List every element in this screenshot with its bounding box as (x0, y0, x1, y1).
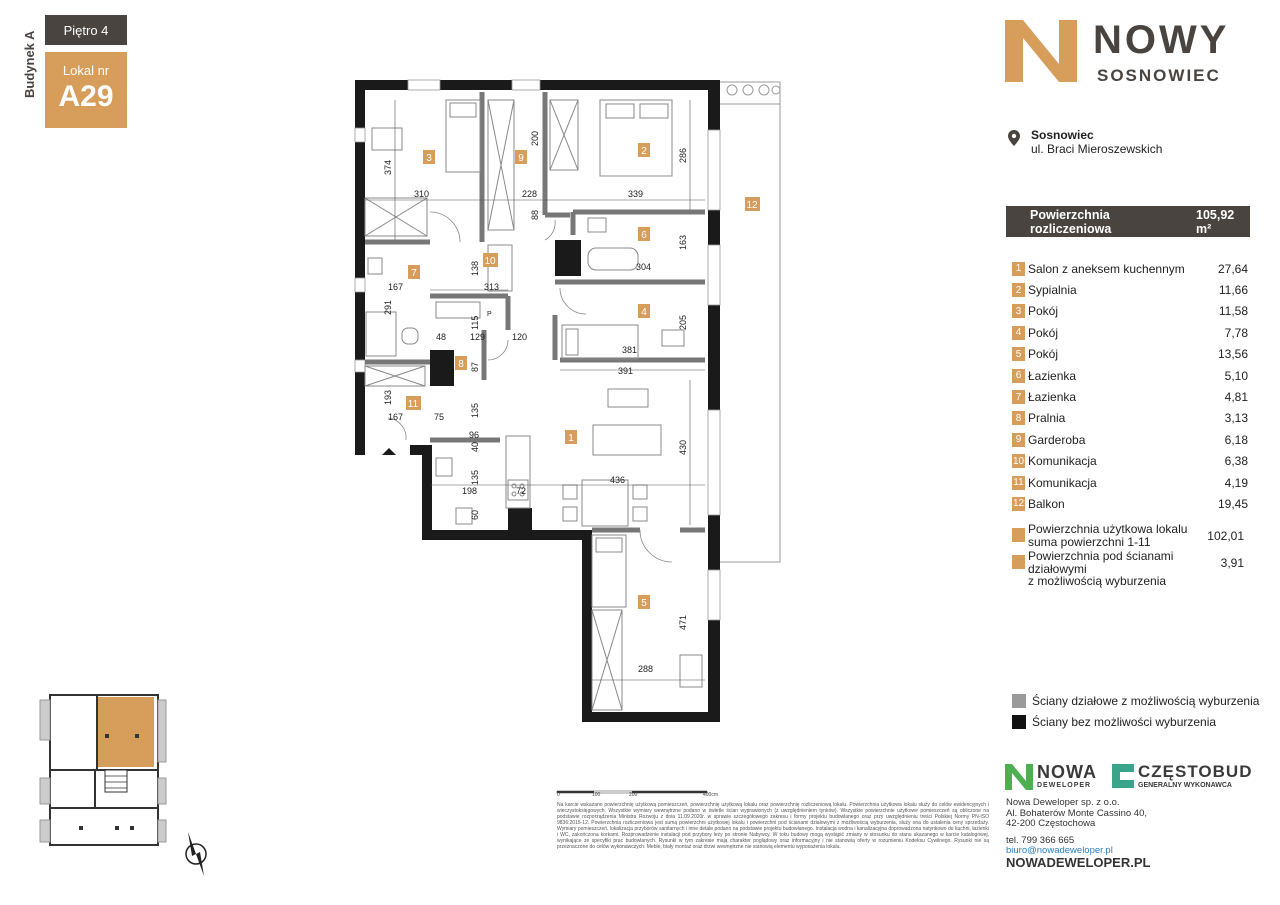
room-label-4: 4 (641, 307, 647, 318)
area-value: 105,92 m² (1196, 207, 1235, 236)
contact-block (1006, 798, 1147, 857)
floor-badge: Piętro 4 (45, 15, 127, 45)
room-number: 10 (1012, 455, 1025, 467)
scale-label-400: 400cm (703, 792, 719, 798)
room-number: 9 (1012, 433, 1025, 447)
list-item (1012, 386, 1248, 407)
walls-area-line2: z możliwością wyburzenia (1028, 574, 1167, 588)
room-area: 4,19 (1224, 475, 1248, 490)
dim-60: 60 (470, 509, 480, 520)
legend-fixed-text: Ściany bez możliwości wyburzenia (1032, 715, 1217, 729)
email-link[interactable]: biuro@nowadeweloper.pl (1006, 845, 1113, 856)
room-area: 19,45 (1217, 496, 1248, 511)
location-street: ul. Braci Mieroszewskich (1031, 142, 1163, 156)
room-name: Pokój (1028, 347, 1059, 362)
dim-430: 430 (678, 439, 688, 455)
room-number: 12 (1012, 498, 1025, 510)
czestobud-line2: GENERALNY WYKONAWCA (1138, 782, 1232, 789)
balcony (718, 82, 780, 562)
dim-374: 374 (383, 159, 393, 175)
nowa-n-icon (1005, 764, 1033, 790)
dim-48: 48 (436, 332, 447, 342)
dim-167b: 167 (388, 412, 404, 422)
company-name: Nowa Deweloper sp. z o.o. (1006, 797, 1120, 808)
dim-96: 96 (469, 430, 480, 440)
website-link[interactable]: NOWADEWELOPER.PL (1006, 855, 1151, 870)
lokal-badge (45, 52, 127, 128)
scale-label-0: 0 (557, 792, 560, 798)
scale-label-100: 100 (592, 792, 601, 798)
list-item (1012, 301, 1248, 322)
location-pin-icon (1008, 130, 1020, 146)
dim-40: 40 (470, 441, 480, 452)
dim-120: 120 (512, 332, 528, 342)
compass-icon (180, 830, 212, 880)
floor-plan (350, 75, 758, 730)
room-label-7: 7 (411, 268, 417, 279)
room-number: 8 (1012, 411, 1025, 425)
room-area: 11,58 (1218, 304, 1248, 319)
dim-p: P (487, 311, 492, 318)
room-area: 5,10 (1224, 368, 1248, 383)
room-area: 3,13 (1224, 411, 1248, 426)
czestobud-line1: CZĘSTOBUD (1138, 762, 1253, 781)
dim-87: 87 (470, 361, 480, 372)
room-number: 2 (1012, 283, 1025, 297)
address-line2: 42-200 Częstochowa (1006, 818, 1096, 829)
room-name: Pokój (1028, 325, 1059, 340)
dim-88: 88 (530, 209, 540, 220)
list-item (1012, 279, 1248, 300)
dim-310: 310 (414, 189, 430, 199)
list-item (1012, 344, 1248, 365)
czestobud-icon (1112, 764, 1134, 788)
dim-193: 193 (383, 389, 393, 405)
room-label-6: 6 (641, 230, 647, 241)
scale-label-200: 200 (629, 792, 638, 798)
list-item (1012, 322, 1248, 343)
usable-area-value: 102,01 (1207, 529, 1244, 543)
dim-339: 339 (628, 189, 644, 199)
room-name: Łazienka (1028, 368, 1077, 383)
dim-291: 291 (383, 299, 393, 315)
room-area: 6,18 (1224, 432, 1248, 447)
dim-205: 205 (678, 314, 688, 330)
room-label-2: 2 (641, 146, 647, 157)
summary-swatch (1012, 528, 1025, 542)
area-header (1006, 206, 1250, 237)
dim-115: 115 (470, 315, 480, 330)
dimension-lines (365, 100, 705, 680)
location-city: Sosnowiec (1031, 128, 1094, 142)
room-label-12: 12 (746, 200, 758, 211)
list-item (1012, 472, 1248, 493)
dim-228: 228 (522, 189, 538, 199)
room-name: Salon z aneksem kuchennym (1028, 261, 1185, 276)
dim-381: 381 (622, 345, 638, 355)
legend-swatch-gray (1012, 694, 1026, 708)
interior-walls (365, 92, 705, 530)
disclaimer: Na karcie wskazano powierzchnię użytkową pomieszczeń, powierzchnię użytkową lokalu oraz powierzchnię rozliczeniową lokalu. Powierzchnia użytkowa lokalu służy do celów ewidencyjnych i wieczystoksięgowych. Wszystkie wymiary wewnętrzne podano w świetle ścian wyprawionych (z uwzględnieniem tynków). Wszystkie powierzchnie użytkowe pomieszczeń są obliczone na podstawie rozporządzenia Ministra Rozwoju z dnia 11.09.2020r. w sprawie szczegółowego zakresu i formy projektu budowlanego oraz przy uwzględnieniu treści Polskiej Normy PN-ISO 9836:2015-12. Powierzchnia rozliczeniowa jest sumą powierzchni użytkowej lokalu i powierzchni pod ścianami działowymi z możliwością wyburzenia, służy ona do ustalenia ceny sprzedaży. Wymiary pomieszczeń, lokalizacja przyborów sanitarnych i inne detale podano na podstawie projektu budowlanego. Instalacja wodna i kanalizacyjna doprowadzona natynkowo do kuchni, łazienki i WC, zakończona korkami. Rozprowadzenie instalacji pod przybory leży po stronie Nabywcy. W toku budowy mogą wystąpić zmiany w stosunku do stanu ukazanego w karcie katalogowej, wynikające ze specyfiki prac budowlanych. Rysunki w tym zakresie mają charakter poglądowy oraz informacyjny i nie stanowią oferty w rozumieniu Kodeksu Cywilnego. Rysunki nie są przeznaczone do celów wykonawczych. Meble, biały montaż oraz drzwi wewnętrzne nie stanowią elementu wyposażenia lokalu. (557, 802, 989, 850)
dim-304: 304 (636, 262, 652, 272)
room-number: 11 (1013, 477, 1024, 489)
legend-removable-text: Ściany działowe z możliwością wyburzenia (1032, 694, 1260, 708)
key-plan (35, 690, 165, 860)
dim-75: 75 (434, 412, 445, 422)
walls-area-value: 3,91 (1220, 556, 1244, 570)
dim-391: 391 (618, 366, 634, 376)
room-name: Pokój (1028, 304, 1059, 319)
room-number: 6 (1012, 369, 1025, 383)
room-label-11: 11 (407, 399, 419, 410)
phone: tel. 799 366 665 (1006, 834, 1075, 846)
summary-swatch (1012, 555, 1025, 569)
room-label-8: 8 (458, 359, 464, 370)
legend-swatch-black (1012, 715, 1026, 729)
list-item (1012, 365, 1248, 386)
dim-135b: 135 (470, 469, 480, 485)
key-plan-highlight (97, 697, 154, 767)
room-label-10: 10 (484, 256, 496, 267)
room-area: 7,78 (1224, 325, 1248, 340)
list-item (1012, 258, 1248, 279)
room-number: 5 (1012, 347, 1025, 361)
nowa-line1: NOWA (1037, 762, 1097, 782)
lokal-label: Lokal nr (62, 63, 110, 78)
dim-198: 198 (462, 486, 478, 496)
room-name: Sypialnia (1028, 283, 1077, 298)
area-label: Powierzchnia rozliczeniowa (1030, 207, 1112, 236)
dim-200: 200 (530, 130, 540, 146)
room-name: Łazienka (1028, 390, 1077, 405)
entrance-marker (382, 448, 396, 455)
list-item (1012, 451, 1248, 472)
list-item (1012, 408, 1248, 429)
room-area: 4,81 (1224, 390, 1248, 405)
dim-436: 436 (610, 475, 626, 485)
dim-138: 138 (470, 260, 480, 276)
dim-129: 129 (470, 332, 486, 342)
room-area: 6,38 (1224, 454, 1248, 469)
dim-286: 286 (678, 147, 688, 163)
brand-name-line1: NOWY (1093, 18, 1230, 62)
building-label: Budynek A (22, 30, 37, 98)
room-label-3: 3 (426, 153, 432, 164)
room-name: Garderoba (1028, 432, 1086, 447)
dim-313: 313 (484, 282, 500, 292)
dim-288: 288 (638, 664, 654, 674)
room-area: 27,64 (1217, 261, 1248, 276)
room-area: 11,66 (1218, 283, 1248, 298)
address-line1: Al. Bohaterów Monte Cassino 40, (1006, 807, 1147, 819)
nowa-line2: DEWELOPER (1037, 782, 1092, 789)
room-name: Balkon (1028, 496, 1065, 511)
walls-area-line1: Powierzchnia pod ścianami działowymi (1028, 549, 1174, 576)
room-list (1012, 258, 1248, 515)
room-number: 7 (1012, 390, 1025, 404)
usable-area-line1: Powierzchnia użytkowa lokalu (1028, 522, 1188, 536)
room-area: 13,56 (1217, 347, 1248, 362)
brand-logo (1005, 20, 1250, 86)
room-label-9: 9 (518, 153, 524, 164)
dim-167a: 167 (388, 282, 404, 292)
usable-area-line2: suma powierzchni 1-11 (1028, 534, 1151, 549)
list-item (1012, 429, 1248, 450)
brand-n-icon (1005, 20, 1077, 82)
dim-72: 72 (516, 486, 527, 496)
brand-name-line2: SOSNOWIEC (1097, 66, 1221, 85)
room-label-5: 5 (641, 598, 647, 609)
dim-471: 471 (678, 614, 688, 630)
room-label-1: 1 (568, 433, 574, 444)
room-name: Komunikacja (1028, 475, 1097, 490)
room-name: Komunikacja (1028, 454, 1097, 469)
room-number: 3 (1012, 304, 1025, 318)
room-number: 1 (1012, 262, 1025, 276)
room-name: Pralnia (1028, 411, 1066, 426)
dim-135a: 135 (470, 402, 480, 418)
lokal-number: A29 (58, 80, 114, 113)
room-number: 4 (1012, 326, 1025, 340)
list-item (1012, 493, 1248, 514)
dim-163: 163 (678, 234, 688, 250)
